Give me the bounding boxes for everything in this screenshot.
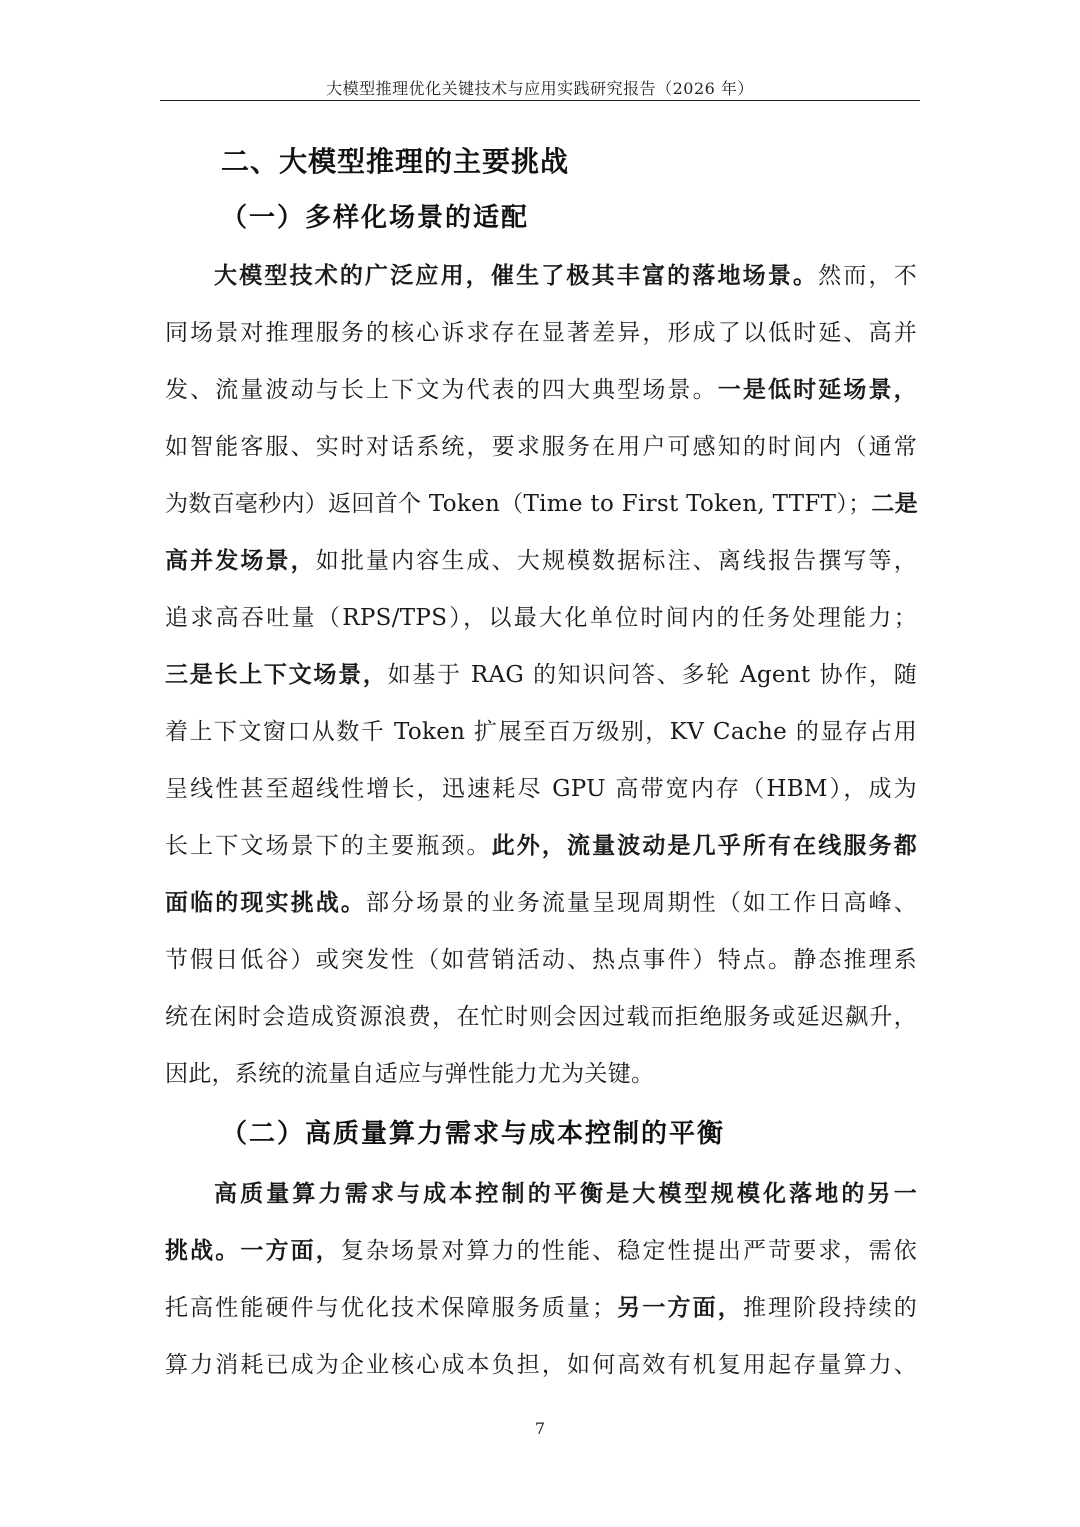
text-run: 统在闲时会造成资源浪费，在忙时则会因过载而拒绝服务或延迟飙升， bbox=[165, 1004, 917, 1030]
running-header: 大模型推理优化关键技术与应用实践研究报告（2026 年） bbox=[326, 79, 754, 98]
paragraph-line bbox=[214, 1174, 917, 1214]
text-run: 算力消耗已成为企业核心成本负担，如何高效有机复用起存量算力、 bbox=[165, 1352, 917, 1378]
text-run: 复杂场景对算力的性能、稳定性提出严苛要求，需依 bbox=[340, 1238, 918, 1264]
paragraph-line bbox=[165, 997, 917, 1037]
bold-run: 高质量算力需求与成本控制的平衡是大模型规模化落地的另一 bbox=[214, 1181, 917, 1207]
page-number: 7 bbox=[534, 1419, 546, 1438]
paragraph-line bbox=[165, 655, 917, 695]
subsection-heading-2: （二）高质量算力需求与成本控制的平衡 bbox=[221, 1119, 726, 1149]
bold-run: 挑战。 bbox=[165, 1238, 241, 1264]
text-run: 然而，不 bbox=[818, 263, 917, 289]
text-run: 部分场景的业务流量呈现周期性（如工作日高峰、 bbox=[366, 890, 917, 916]
text-run: 推理阶段持续的 bbox=[742, 1295, 917, 1321]
bold-run: 二是 bbox=[871, 491, 918, 517]
text-run: 如基于 RAG 的知识问答、多轮 Agent 协作，随 bbox=[387, 662, 917, 688]
paragraph-line bbox=[214, 256, 917, 296]
text-run: 同场景对推理服务的核心诉求存在显著差异，形成了以低时延、高并 bbox=[165, 320, 917, 346]
paragraph-line bbox=[165, 712, 917, 752]
header-divider bbox=[160, 100, 920, 101]
subsection-heading-1: （一）多样化场景的适配 bbox=[221, 203, 530, 233]
paragraph-line bbox=[165, 769, 917, 809]
paragraph-line bbox=[165, 541, 917, 581]
text-run: 为数百毫秒内）返回首个 Token（Time to First Token, TTFT）； bbox=[165, 491, 872, 517]
paragraph-line bbox=[165, 598, 917, 638]
text-run: 因此，系统的流量自适应与弹性能力尤为关键。 bbox=[165, 1061, 655, 1087]
paragraph-line bbox=[165, 826, 917, 866]
paragraph-line bbox=[165, 1054, 917, 1094]
bold-run: 高并发场景， bbox=[165, 548, 316, 574]
paragraph-line bbox=[165, 1345, 917, 1385]
text-run: 着上下文窗口从数千 Token 扩展至百万级别，KV Cache 的显存占用 bbox=[165, 719, 917, 745]
paragraph-line bbox=[165, 1231, 917, 1271]
paragraph-line bbox=[165, 940, 917, 980]
text-run: 呈线性甚至超线性增长，迅速耗尽 GPU 高带宽内存（HBM），成为 bbox=[165, 776, 917, 802]
bold-run: 此外，流量波动是几乎所有在线服务都 bbox=[491, 833, 917, 859]
bold-run: 一是低时延场景， bbox=[717, 377, 917, 403]
paragraph-line bbox=[165, 370, 917, 410]
paragraph-line bbox=[165, 484, 917, 524]
bold-run: 面临的现实挑战。 bbox=[165, 890, 367, 916]
text-run: 如批量内容生成、大规模数据标注、离线报告撰写等， bbox=[315, 548, 917, 574]
text-run: 如智能客服、实时对话系统，要求服务在用户可感知的时间内（通常 bbox=[165, 434, 917, 460]
paragraph-line bbox=[165, 313, 917, 353]
paragraph-line bbox=[165, 883, 917, 923]
section-heading: 二、大模型推理的主要挑战 bbox=[221, 145, 570, 178]
text-run: 节假日低谷）或突发性（如营销活动、热点事件）特点。静态推理系 bbox=[165, 947, 917, 973]
bold-run: 大模型技术的广泛应用，催生了极其丰富的落地场景。 bbox=[214, 263, 819, 289]
text-run: 托高性能硬件与优化技术保障服务质量； bbox=[165, 1295, 616, 1321]
bold-run: 一方面， bbox=[240, 1238, 341, 1264]
bold-run: 另一方面， bbox=[615, 1295, 743, 1321]
bold-run: 三是长上下文场景， bbox=[165, 662, 388, 688]
text-run: 发、流量波动与长上下文为代表的四大典型场景。 bbox=[165, 377, 718, 403]
text-run: 追求高吞吐量（RPS/TPS），以最大化单位时间内的任务处理能力； bbox=[165, 605, 917, 631]
text-run: 长上下文场景下的主要瓶颈。 bbox=[165, 833, 492, 859]
paragraph-line bbox=[165, 427, 917, 467]
paragraph-line bbox=[165, 1288, 917, 1328]
